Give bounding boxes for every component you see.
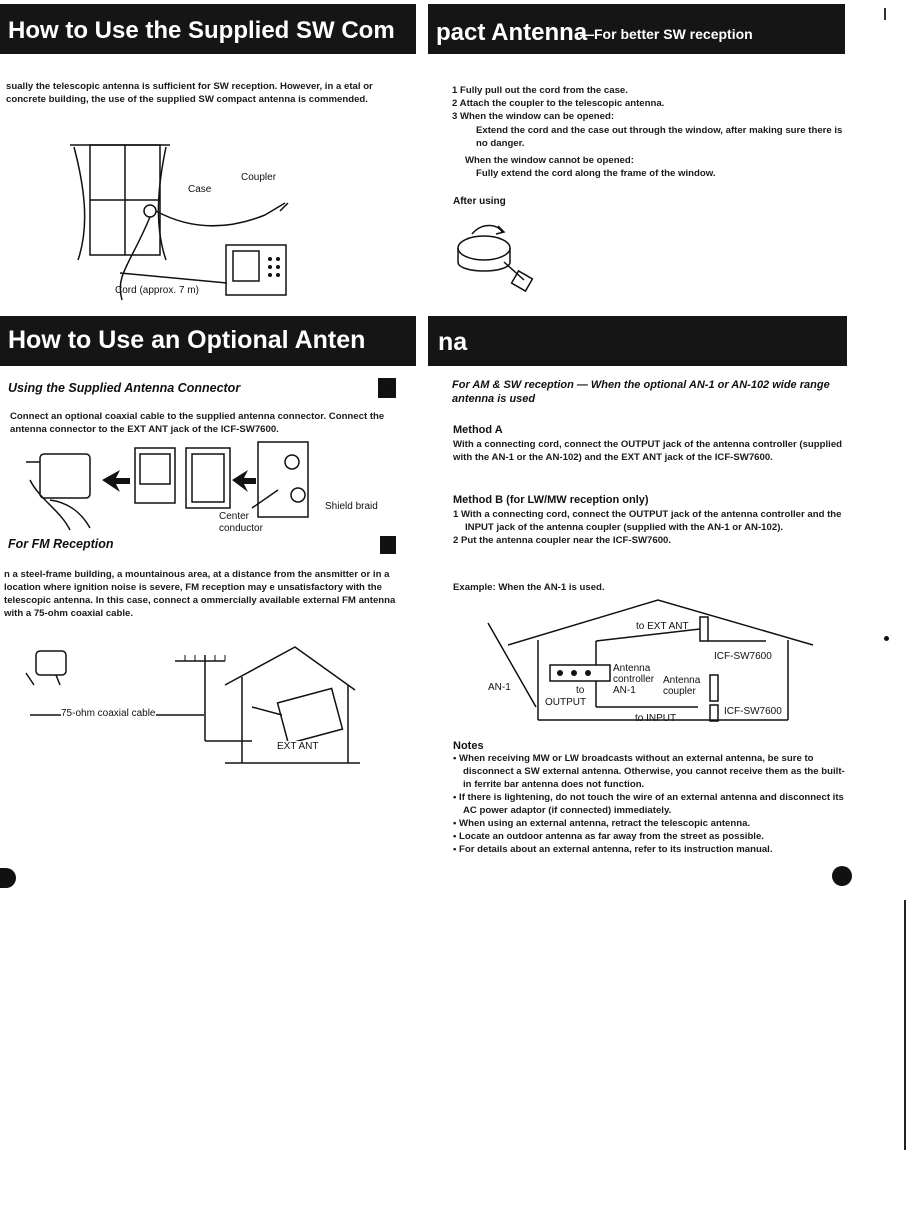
notes-title: Notes: [453, 740, 484, 752]
sw-step-3: 3 When the window can be opened:: [452, 111, 615, 122]
sw-fig-label-cord: Cord (approx. 7 m): [115, 285, 199, 296]
diag-coupler: Antenna coupler: [663, 675, 701, 697]
method-b-title: Method B (for LW/MW reception only): [453, 494, 649, 506]
sw-antenna-title-banner-left: [0, 4, 416, 54]
label-75ohm-cable: 75-ohm coaxial cable: [61, 708, 156, 719]
sw-fig-label-case: Case: [188, 184, 212, 195]
label-center-conductor: [219, 511, 279, 535]
note-item: • For details about an external antenna, refer to its instruction manual.: [453, 844, 773, 855]
diag-to-input: to INPUT: [635, 713, 677, 724]
notes-list: [453, 752, 848, 856]
label-center-conductor-text: Center conductor: [219, 511, 263, 534]
sw-step3-open: Extend the cord and the case out through the window, after making sure there is no danger.: [476, 125, 843, 149]
connector-heading-block: [378, 378, 396, 398]
sw-step-2: 2 Attach the coupler to the telescopic antenna.: [452, 98, 665, 109]
optional-antenna-title-banner-right: [428, 316, 847, 366]
connector-heading-bar: [8, 378, 393, 400]
optional-antenna-title-right: na: [438, 328, 468, 356]
label-ext-ant: EXT ANT: [277, 741, 319, 752]
method-b-step-2: 2 Put the antenna coupler near the ICF-SW7600.: [453, 535, 672, 546]
after-using-illustration: [452, 218, 542, 298]
sw-steps-list: [452, 84, 852, 123]
diag-radio-bottom: ICF-SW7600: [724, 706, 782, 717]
scan-speck: [884, 636, 889, 641]
note-item: • When using an external antenna, retract the telescopic antenna.: [453, 818, 751, 829]
method-a-text: With a connecting cord, connect the OUTPUT jack of the antenna controller (supplied with the AN-1 or the AN-102) and the EXT ANT jack of the ICF-SW7600.: [453, 439, 843, 463]
sw-step3-closed: Fully extend the cord along the frame of the window.: [476, 168, 716, 179]
diag-to: to: [576, 685, 585, 696]
diag-to-ext-ant: to EXT ANT: [636, 621, 689, 632]
diag-radio-top: ICF-SW7600: [714, 651, 772, 662]
diag-controller: Antenna controller: [613, 663, 655, 685]
method-b-steps: [453, 508, 843, 547]
diag-an1-ctrl: AN-1: [613, 685, 636, 696]
diag-output: OUTPUT: [545, 697, 587, 708]
scan-mark-top: [884, 8, 886, 20]
note-item: • Locate an outdoor antenna as far away from the street as possible.: [453, 831, 764, 842]
sw-antenna-illustration: [60, 135, 380, 305]
fm-heading-block: [380, 536, 396, 554]
am-heading: For AM & SW reception — When the optional AN-1 or AN-102 wide range antenna is used: [452, 379, 830, 405]
sw-antenna-title-banner-right: [428, 4, 845, 54]
sw-fig-label-coupler: Coupler: [241, 172, 277, 183]
note-item: • If there is lightening, do not touch the wire of an external antenna and disconnect its AC power adaptor (if connected) immediately.: [453, 792, 844, 816]
fm-heading-bar: [8, 534, 393, 556]
sw-step-1: 1 Fully pull out the cord from the case.: [452, 85, 628, 96]
after-using-heading: After using: [453, 196, 506, 207]
connector-heading: Using the Supplied Antenna Connector: [8, 381, 241, 395]
optional-antenna-title-left: How to Use an Optional Anten: [8, 326, 366, 354]
note-item: • When receiving MW or LW broadcasts without an external antenna, be sure to disconnect a SW external antenna. Otherwise, you cannot receive them as the built-in ferrite bar antenna does not function.: [453, 753, 845, 790]
method-a-title: Method A: [453, 424, 503, 436]
connector-text: Connect an optional coaxial cable to the supplied antenna connector. Connect the antenna connector to the EXT ANT jack of the ICF-SW7600.: [10, 411, 385, 435]
label-shield-braid: Shield braid: [325, 501, 378, 512]
fm-text: n a steel-frame building, a mountainous area, at a distance from the ansmitter or in a location where ignition noise is severe, FM reception may e unsatisfactory with the telescopic antenna. In this case, connect a ommercially available external FM antenna with a 75-ohm coaxial cable.: [4, 569, 396, 619]
sw-step3-closed-head: When the window cannot be opened:: [465, 155, 634, 166]
scan-edge-line: [904, 900, 906, 1150]
sw-intro-text: sually the telescopic antenna is sufficient for SW reception. However, in a etal or concrete building, the use of the supplied SW compact antenna is commended.: [6, 81, 373, 105]
am-heading-bar: [452, 378, 847, 412]
sw-antenna-subtitle: —For better SW reception: [580, 26, 753, 42]
method-b-step-1: 1 With a connecting cord, connect the OUTPUT jack of the antenna controller and the INPUT jack of the antenna coupler (supplied with the AN-1 or AN-102).: [453, 509, 842, 533]
example-caption: Example: When the AN-1 is used.: [453, 582, 605, 593]
registration-mark-left: [0, 868, 16, 888]
registration-mark-right: [832, 866, 852, 886]
diag-an1-left: AN-1: [488, 682, 511, 693]
sw-antenna-title-left: How to Use the Supplied SW Com: [8, 17, 395, 44]
fm-heading: For FM Reception: [8, 537, 114, 551]
sw-antenna-title-right: pact Antenna: [436, 19, 588, 46]
optional-antenna-title-banner-left: [0, 316, 416, 366]
